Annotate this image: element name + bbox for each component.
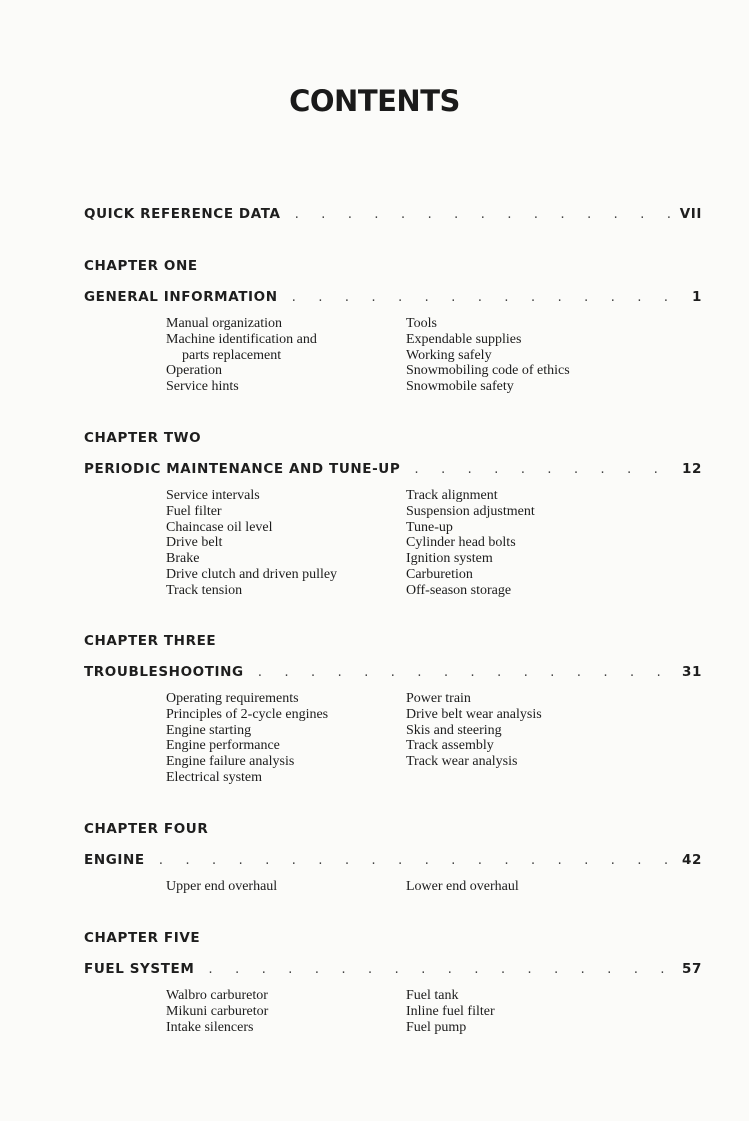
topic-item: Off-season storage	[406, 582, 512, 598]
topic-column-right	[406, 488, 646, 599]
topic-list-chapter-two	[166, 488, 646, 599]
dot-leader	[281, 206, 672, 222]
topic-item: Drive belt wear analysis	[406, 706, 542, 722]
chapter-heading-one: CHAPTER ONE	[84, 258, 198, 274]
toc-entry-quick-reference[interactable]	[84, 206, 702, 222]
topic-item: Track wear analysis	[406, 754, 518, 770]
dot-leader	[244, 664, 674, 680]
topic-item: Fuel tank	[406, 988, 459, 1003]
topic-item: Operation	[166, 363, 222, 379]
page-title: CONTENTS	[289, 84, 460, 118]
toc-entry-label: GENERAL INFORMATION	[84, 289, 278, 305]
topic-item: Brake	[166, 551, 200, 567]
toc-entry-label: PERIODIC MAINTENANCE AND TUNE-UP	[84, 461, 401, 477]
topic-list-chapter-five	[166, 988, 646, 1035]
topic-column-right	[406, 691, 646, 786]
topic-list-chapter-one	[166, 316, 646, 395]
toc-entry-periodic-maintenance[interactable]	[84, 461, 702, 477]
toc-page-number: 12	[682, 461, 702, 477]
topic-list-chapter-three	[166, 691, 646, 786]
topic-item: Principles of 2-cycle engines	[166, 706, 329, 722]
chapter-heading-three: CHAPTER THREE	[84, 633, 217, 649]
chapter-heading-five: CHAPTER FIVE	[84, 930, 201, 946]
topic-item: Track alignment	[406, 488, 498, 503]
toc-entry-engine[interactable]	[84, 852, 702, 868]
topic-column-left	[166, 988, 406, 1035]
topic-column-right	[406, 879, 646, 895]
topic-column-left	[166, 691, 406, 786]
topic-item: Power train	[406, 691, 471, 706]
topic-item: Working safely	[406, 347, 492, 363]
topic-column-left	[166, 316, 406, 395]
dot-leader	[278, 289, 684, 305]
topic-list-chapter-four	[166, 879, 646, 895]
topic-item: Track assembly	[406, 738, 494, 754]
topic-item: Manual organization	[166, 316, 282, 331]
topic-item: Operating requirements	[166, 691, 299, 706]
topic-item: Drive belt	[166, 535, 223, 551]
topic-item: Snowmobiling code of ethics	[406, 363, 570, 379]
topic-item: Drive clutch and driven pulley	[166, 566, 338, 582]
chapter-heading-four: CHAPTER FOUR	[84, 821, 209, 837]
toc-page-number: 1	[692, 289, 702, 305]
topic-item: Intake silencers	[166, 1019, 254, 1035]
topic-item: Tune-up	[406, 519, 453, 535]
toc-page-number: VII	[679, 206, 702, 222]
topic-item: Track tension	[166, 582, 243, 598]
toc-entry-label: FUEL SYSTEM	[84, 961, 195, 977]
topic-item: Walbro carburetor	[166, 988, 268, 1003]
topic-item: Skis and steering	[406, 722, 502, 738]
toc-entry-fuel-system[interactable]	[84, 961, 702, 977]
topic-item: Engine performance	[166, 738, 280, 754]
dot-leader	[145, 852, 674, 868]
chapter-heading-two: CHAPTER TWO	[84, 430, 202, 446]
topic-item: Inline fuel filter	[406, 1003, 495, 1019]
topic-item: Ignition system	[406, 551, 493, 567]
toc-page-number: 42	[682, 852, 702, 868]
topic-item: Fuel filter	[166, 503, 222, 519]
toc-entry-label: ENGINE	[84, 852, 145, 868]
topic-item: Expendable supplies	[406, 331, 522, 347]
topic-column-left	[166, 488, 406, 599]
topic-item: Snowmobile safety	[406, 379, 514, 395]
topic-column-right	[406, 988, 646, 1035]
toc-entry-general-information[interactable]	[84, 289, 702, 305]
topic-item: Suspension adjustment	[406, 503, 535, 519]
dot-leader	[400, 461, 674, 477]
topic-column-left	[166, 879, 406, 895]
toc-page-number: 57	[682, 961, 702, 977]
topic-item: Chaincase oil level	[166, 519, 273, 535]
topic-item: Upper end overhaul	[166, 879, 278, 894]
topic-item: Machine identification and	[166, 331, 317, 347]
topic-item: Engine starting	[166, 722, 252, 738]
toc-entry-label: QUICK REFERENCE DATA	[84, 206, 281, 222]
topic-item: Service intervals	[166, 488, 260, 503]
topic-column-right	[406, 316, 646, 395]
topic-item: Electrical system	[166, 769, 263, 785]
dot-leader	[194, 961, 674, 977]
topic-item: Tools	[406, 316, 437, 331]
topic-item: parts replacement	[182, 347, 282, 363]
topic-item: Carburetion	[406, 566, 473, 582]
topic-item: Cylinder head bolts	[406, 535, 516, 551]
topic-item: Service hints	[166, 379, 239, 395]
toc-page-number: 31	[682, 664, 702, 680]
topic-item: Mikuni carburetor	[166, 1003, 269, 1019]
topic-item: Engine failure analysis	[166, 754, 295, 770]
topic-item: Fuel pump	[406, 1019, 467, 1035]
toc-entry-label: TROUBLESHOOTING	[84, 664, 244, 680]
topic-item: Lower end overhaul	[406, 879, 519, 894]
toc-entry-troubleshooting[interactable]	[84, 664, 702, 680]
